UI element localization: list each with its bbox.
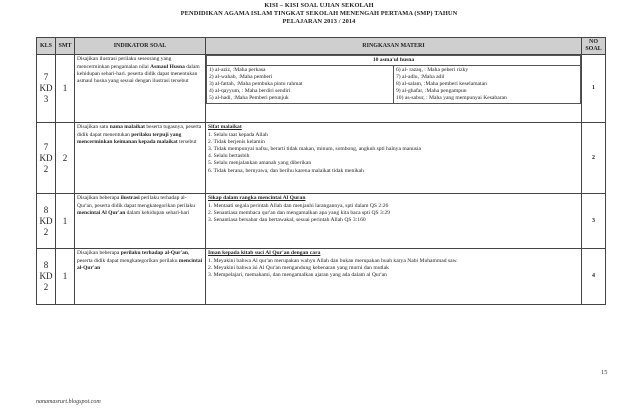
table-row <box>37 123 606 194</box>
list-item: 7) al-adlu, :Maha adil <box>396 74 445 81</box>
list-item: 2. Tidak berjenis kelamin <box>208 138 265 145</box>
indikator-text: tersebut <box>177 138 197 145</box>
list-item: 10) as-sabur, : Maha yang mempunyai Kesabaran <box>396 95 507 102</box>
indikator-text: , peserta didik dapat mengkategorikan perilaku <box>77 250 190 264</box>
footer-blog-url: nanamasrurt.blogspot.com <box>36 399 101 405</box>
kls-cell <box>37 194 56 249</box>
list-item: 3. Tidak mempunyai nafsu, berarti tidak makan, minum, sombong, angkuh spti halnya manusia <box>208 146 421 153</box>
indikator-text: Disajikan satu <box>77 124 110 131</box>
smt-cell: 1 <box>56 194 75 249</box>
col-header-no-soal: NO SOAL <box>582 38 606 55</box>
materi-cell <box>206 249 582 305</box>
materi-title: Iman kepada kitab suci Al Qur'an dengan cara <box>208 250 321 257</box>
list-item: 6) al- razaq, : Maha peberi rizky <box>396 67 469 74</box>
asmaul-husna-right <box>394 66 581 104</box>
kd-number: 2 <box>43 282 49 293</box>
kls-cell <box>37 249 56 305</box>
indikator-keyword: mencintai Al Qur'an <box>77 209 126 216</box>
indikator-keyword: ilustrasi <box>120 195 140 202</box>
list-item: 9) al-ghafar, :Maha pengampun <box>396 88 467 95</box>
kd-label: KD <box>39 152 53 163</box>
indikator-text: Disajikan beberapa <box>77 250 121 257</box>
col-header-indikator: INDIKATOR SOAL <box>75 38 206 55</box>
indikator-text: Disajikan ilustrasi perilaku seseorang yang mencerminkan pengamalan nilai <box>77 56 172 70</box>
header-subtitle: PENDIDIKAN AGAMA ISLAM TINGKAT SEKOLAH MENENGAH PERTAMA (SMP) TAHUN <box>180 10 458 17</box>
list-item: 3) al-fattah, :Maha pembuka pintu rahmat <box>209 81 303 88</box>
indikator-cell <box>75 194 206 249</box>
list-item: 2. Meyakini bahwa isi Al Qur'an mengandung kebenaran yang murni dan mutlak <box>208 264 389 271</box>
kd-number: 2 <box>43 226 49 237</box>
indikator-text: beserta tugasnya, peserta didik dapat menentukan <box>77 124 202 138</box>
no-soal-cell: 1 <box>582 55 606 123</box>
no-soal-cell: 3 <box>582 194 606 249</box>
table-header-row <box>37 38 606 55</box>
kd-label: KD <box>39 215 53 226</box>
list-item: 2. Senantiasa membaca qur'an dan mengamalkan apa yang kita baca spti QS 3:29 <box>208 209 390 216</box>
col-header-ringkasan: RINGKASAN MATERI <box>206 38 582 55</box>
no-soal-cell: 2 <box>582 123 606 194</box>
list-item: 3. Senantiasa bersabar dan bertawakal, sesuai perintah Allah QS 3:160 <box>208 217 366 224</box>
list-item: 4. Selalu bertasbih <box>208 153 250 160</box>
smt-cell: 1 <box>56 249 75 305</box>
list-item: 2) al-wahab, :Maha pemberi <box>209 74 273 81</box>
kls-cell <box>37 123 56 194</box>
list-item: 1. Mentaati segala perintah Allah dan menjauhi larangannya, spti dalam QS 2:26 <box>208 202 389 209</box>
kd-label: KD <box>39 271 53 282</box>
indikator-text: dalam kehidupan sehari-hari. peserta didik dapat menentukan asmaul husna yang sesuai dengan ilustrasi tersebut <box>77 63 200 84</box>
list-item: 5) al-hadi, :Maha Pemberi petunjuk <box>209 95 289 102</box>
indikator-keyword: nama malaikat <box>109 124 145 131</box>
materi-cell <box>206 194 582 249</box>
materi-cell <box>206 123 582 194</box>
smt-cell: 2 <box>56 123 75 194</box>
list-item: 8) al-salam, :Maha pemberi keselamatan <box>396 81 487 88</box>
list-item: 1. Selalu taat kepada Allah <box>208 131 268 138</box>
list-item: 1. Meyakini bahwa Al qur'an merupakan wahyu Allah dan bukan merupakan buah karya Nabi Muhammad saw. <box>208 257 458 264</box>
list-item: 1) al-aziz, :Maha perkasa <box>209 67 266 74</box>
col-header-kls: KLS <box>37 38 56 55</box>
kd-number: 3 <box>43 94 49 105</box>
kd-number: 2 <box>43 163 49 174</box>
indikator-keyword: perilaku terpuji yang mencerminkan keimanan kepada malaikat <box>77 131 182 145</box>
materi-title: Sifat malaikat <box>208 124 242 131</box>
indikator-text: perilaku terhadap al- Qur'an, peserta didik dapat mengkategorikan perilaku <box>77 195 195 209</box>
materi-title: Sikap dalam rangka mencintai Al Quran <box>208 195 306 202</box>
kls-value: 8 <box>43 260 49 271</box>
asmaul-husna-left <box>207 66 394 104</box>
document-header <box>0 2 638 26</box>
materi-cell <box>206 55 582 123</box>
table-row <box>37 249 606 305</box>
header-year: PELAJARAN 2013 / 2014 <box>282 18 356 25</box>
list-item: 5. Selalu menjalankan amanah yang diberikan <box>208 160 312 167</box>
indikator-text: Disajikan beberapa <box>77 195 121 202</box>
kls-value: 7 <box>43 141 49 152</box>
kd-label: KD <box>39 83 53 94</box>
kls-value: 8 <box>43 204 49 215</box>
indikator-cell <box>75 55 206 123</box>
kls-value: 7 <box>43 72 49 83</box>
kls-cell <box>37 55 56 123</box>
indikator-keyword: perilaku terhadap al-Qur'an <box>120 250 188 257</box>
materi-title: 10 asma'ul husna <box>207 56 581 66</box>
table-row <box>37 194 606 249</box>
asmaul-husna-table <box>206 55 581 104</box>
no-soal-cell: 4 <box>582 249 606 305</box>
page-number: 15 <box>601 369 608 376</box>
indikator-keyword: mencintai al-Qur'an <box>77 257 203 271</box>
col-header-smt: SMT <box>56 38 75 55</box>
list-item: 6. Tidak berana, bernyawa, dan berihu karena malaikat tidak menikah <box>208 167 364 174</box>
list-item: 3. Mempelajari, memahami, dan mengamalkan ajaran yang ada dalam al Qur'an <box>208 272 387 279</box>
header-title: KISI – KISI SOAL UJIAN SEKOLAH <box>264 2 374 9</box>
smt-cell: 1 <box>56 55 75 123</box>
list-item: 4) al-qayyum, : Maha berdiri sendiri <box>209 88 291 95</box>
indikator-cell <box>75 249 206 305</box>
kisi-table <box>36 37 606 305</box>
indikator-keyword: Asmaul Husna <box>150 63 185 70</box>
indikator-text: dalam kehidupan sehari-hari <box>125 209 190 216</box>
table-row <box>37 55 606 123</box>
indikator-cell <box>75 123 206 194</box>
